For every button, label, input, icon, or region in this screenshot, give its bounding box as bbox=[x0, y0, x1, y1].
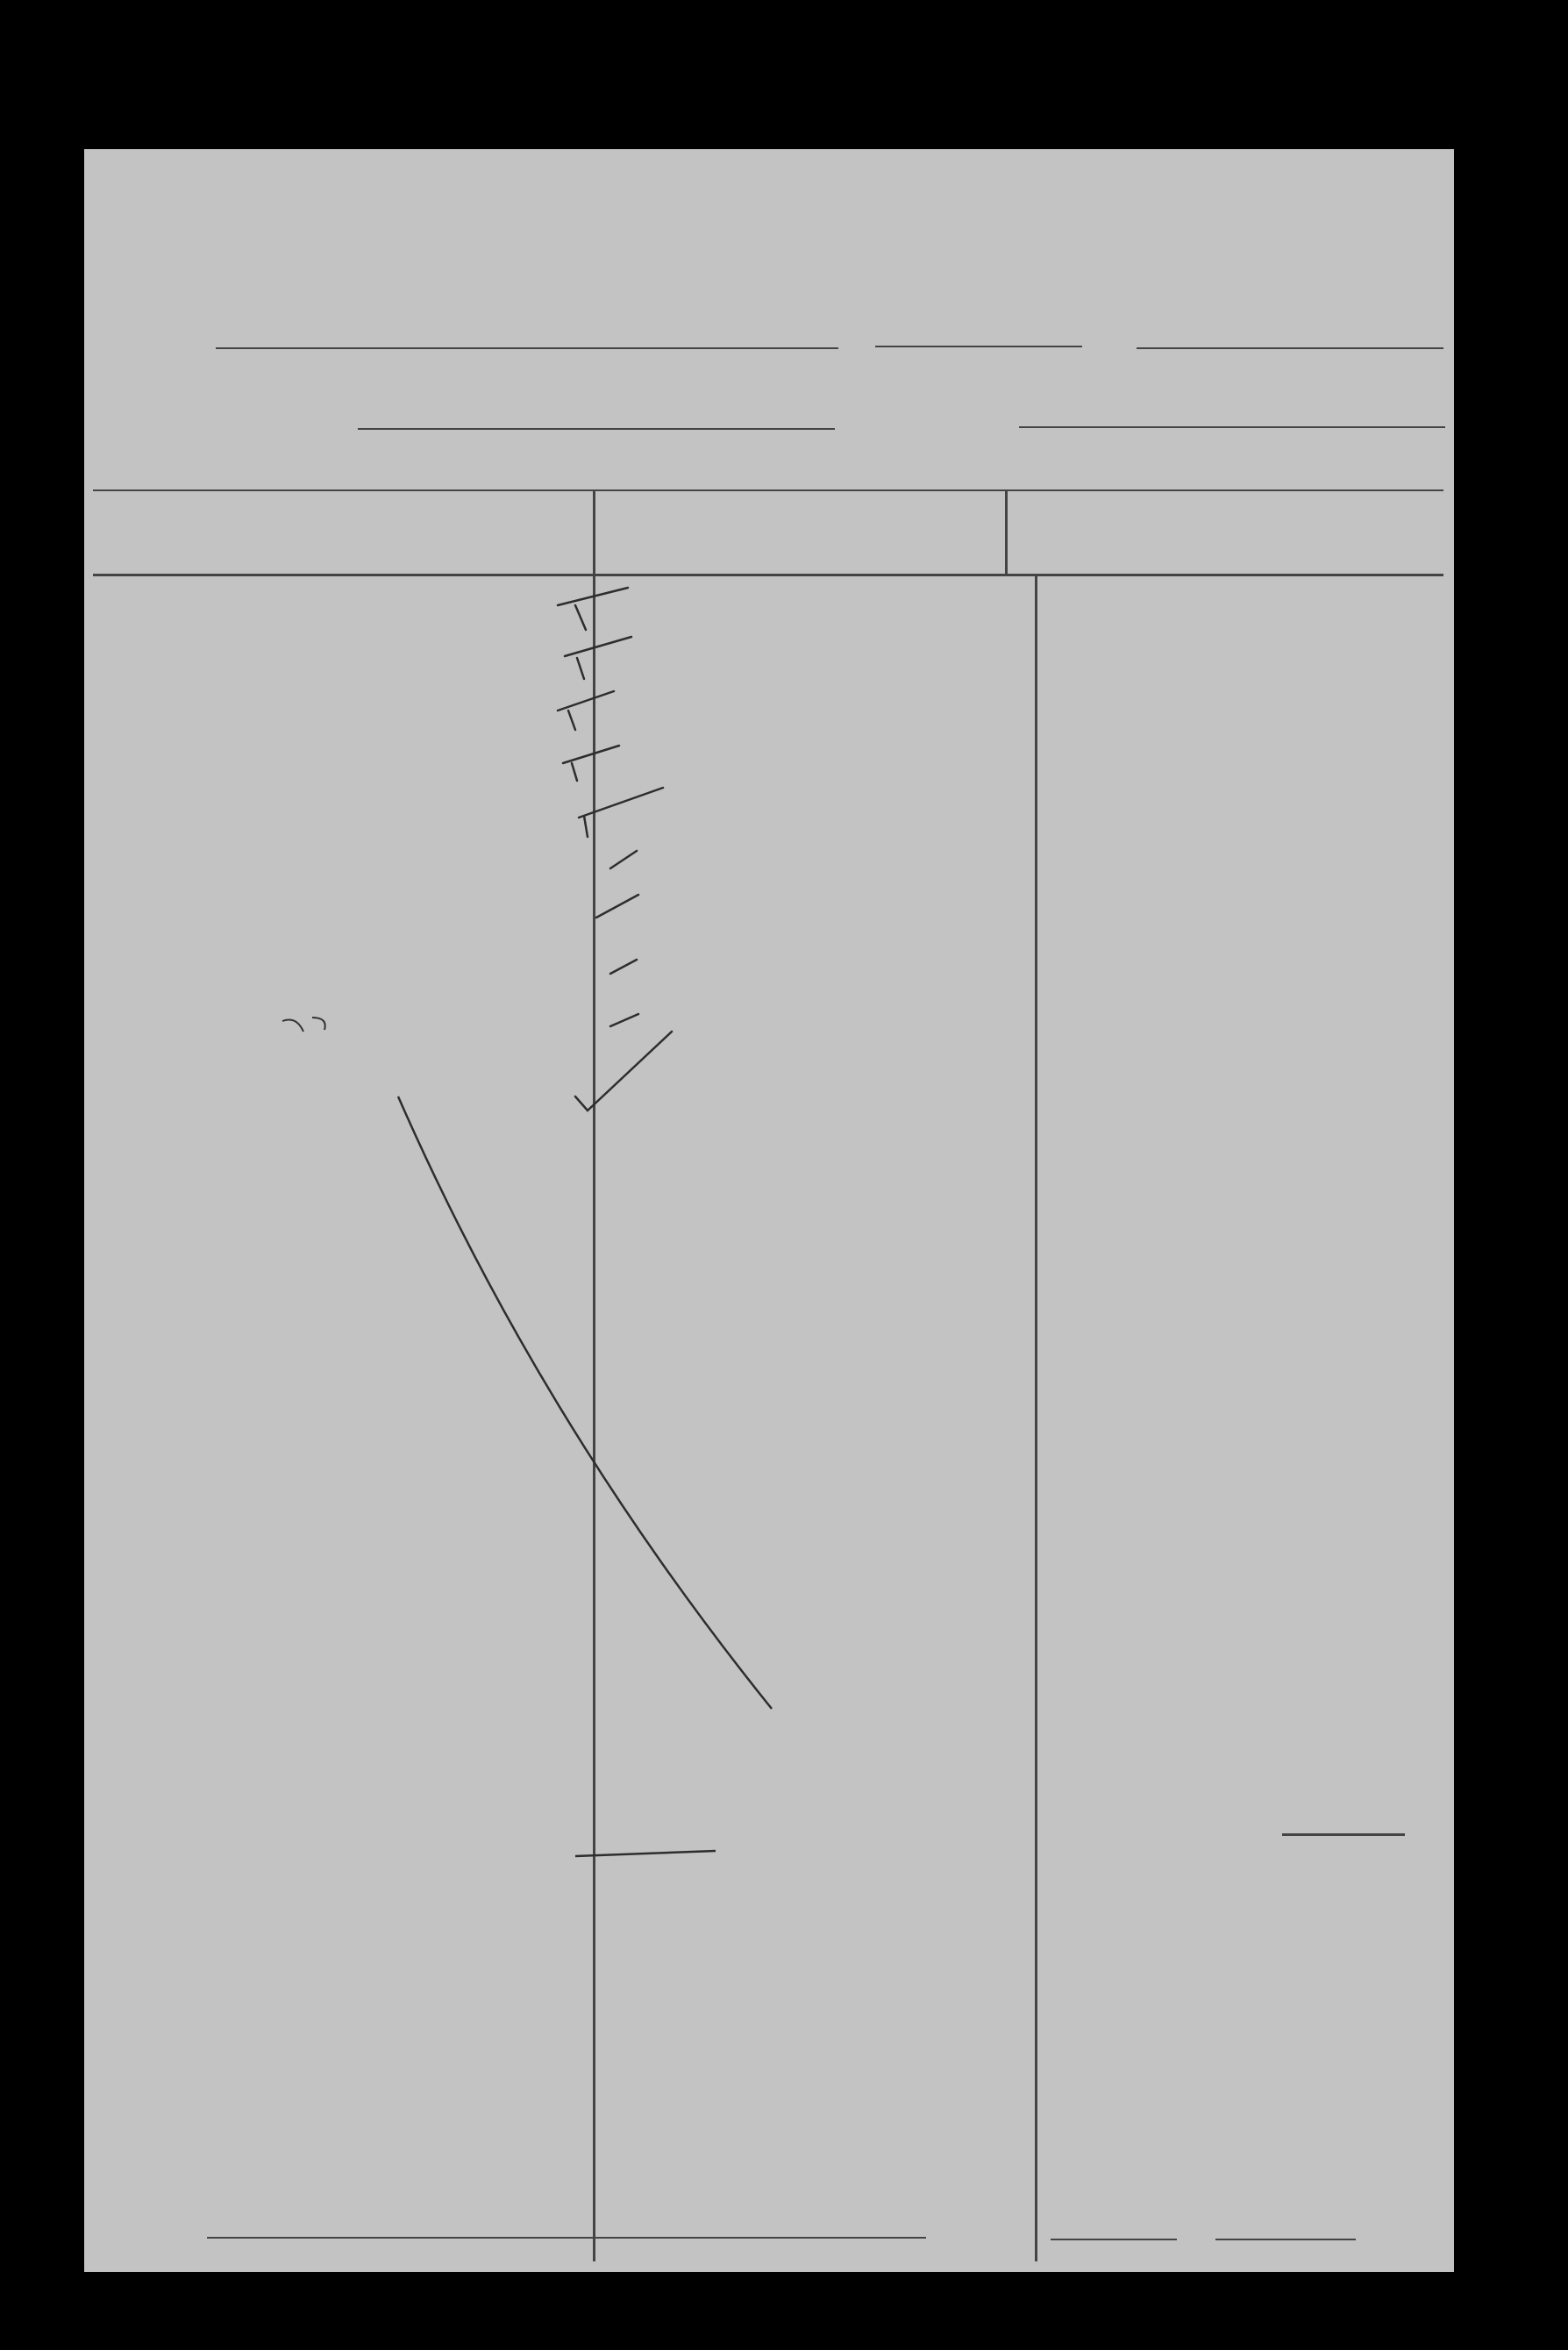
prepared-underline bbox=[207, 2237, 926, 2239]
page-underline bbox=[1051, 2239, 1177, 2240]
diagonal-cancel-line bbox=[398, 1096, 772, 1709]
handwritten-marks bbox=[84, 149, 1454, 2272]
check-ticks bbox=[558, 588, 672, 1111]
strike-line bbox=[575, 1851, 716, 1856]
strike-scribble bbox=[282, 1018, 325, 1032]
manifest-sheet bbox=[84, 149, 1454, 2272]
of-underline bbox=[1215, 2239, 1356, 2240]
